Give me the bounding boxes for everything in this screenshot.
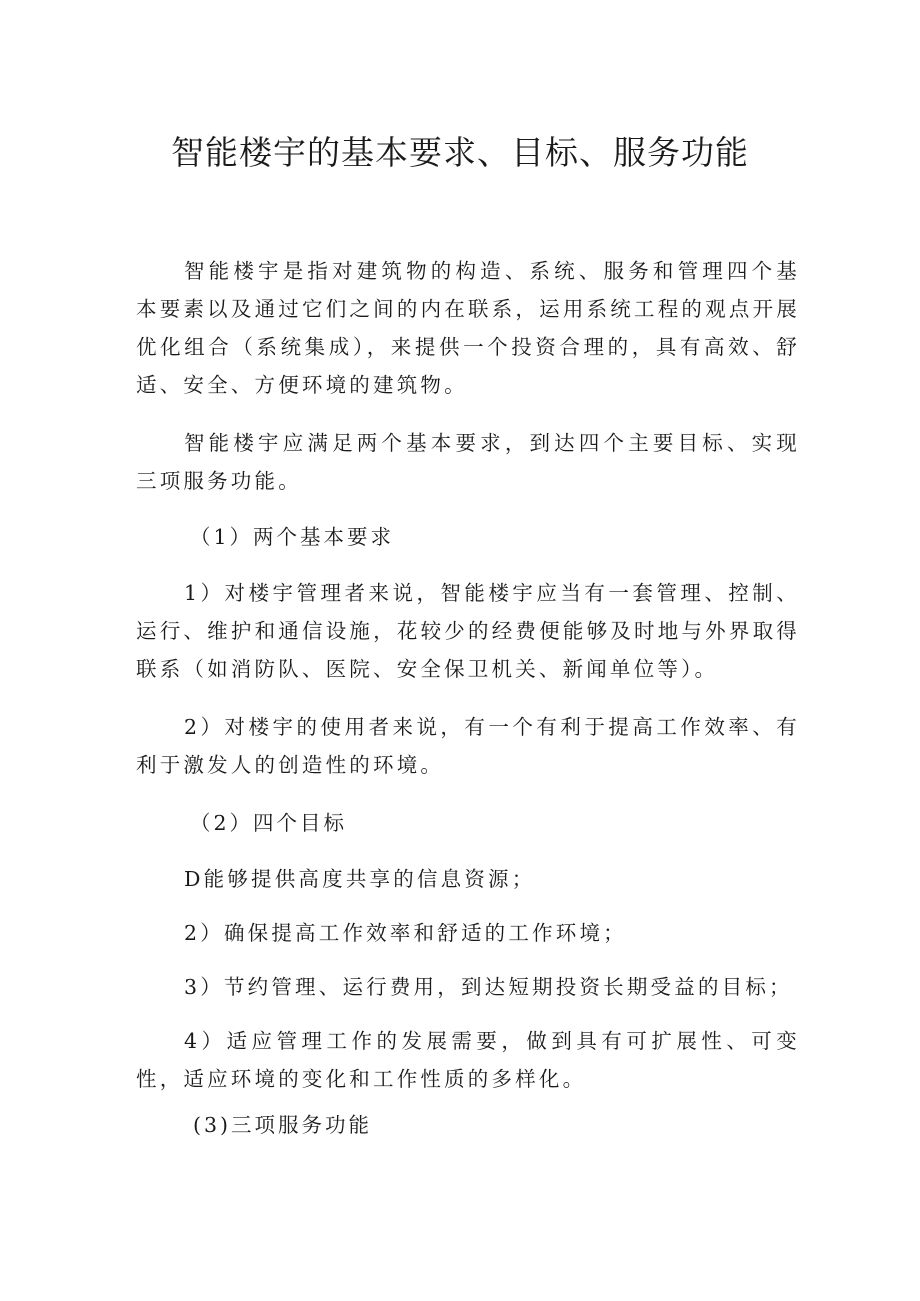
section-heading-goals: （2）四个目标 — [190, 811, 348, 835]
requirement-item-1: 1）对楼宇管理者来说，智能楼宇应当有一套管理、控制、运行、维护和通信设施，花较少的经费便能够及时地与外界取得联系（如消防队、医院、安全保卫机关、新闻单位等）。 — [136, 581, 800, 681]
goal-item-3: 3）节约管理、运行费用，到达短期投资长期受益的目标； — [184, 975, 793, 999]
intro-paragraph-2: 智能楼宇应满足两个基本要求，到达四个主要目标、实现三项服务功能。 — [136, 431, 800, 493]
goal-item-4: 4）适应管理工作的发展需要，做到具有可扩展性、可变性，适应环境的变化和工作性质的多样化。 — [136, 1029, 800, 1091]
section-heading-requirements: （1）两个基本要求 — [190, 525, 395, 549]
requirement-item-2: 2）对楼宇的使用者来说，有一个有利于提高工作效率、有利于激发人的创造性的环境。 — [136, 715, 800, 777]
document-title: 智能楼宇的基本要求、目标、服务功能 — [171, 133, 749, 172]
goal-item-1: D能够提供高度共享的信息资源； — [184, 867, 536, 891]
section-heading-services: (3)三项服务功能 — [193, 1113, 373, 1137]
intro-paragraph-1: 智能楼宇是指对建筑物的构造、系统、服务和管理四个基本要素以及通过它们之间的内在联系，运用系统工程的观点开展优化组合（系统集成），来提供一个投资合理的，具有高效、舒适、安全、方便环境的建筑物。 — [136, 259, 800, 397]
goal-item-2: 2）确保提高工作效率和舒适的工作环境； — [184, 921, 627, 945]
